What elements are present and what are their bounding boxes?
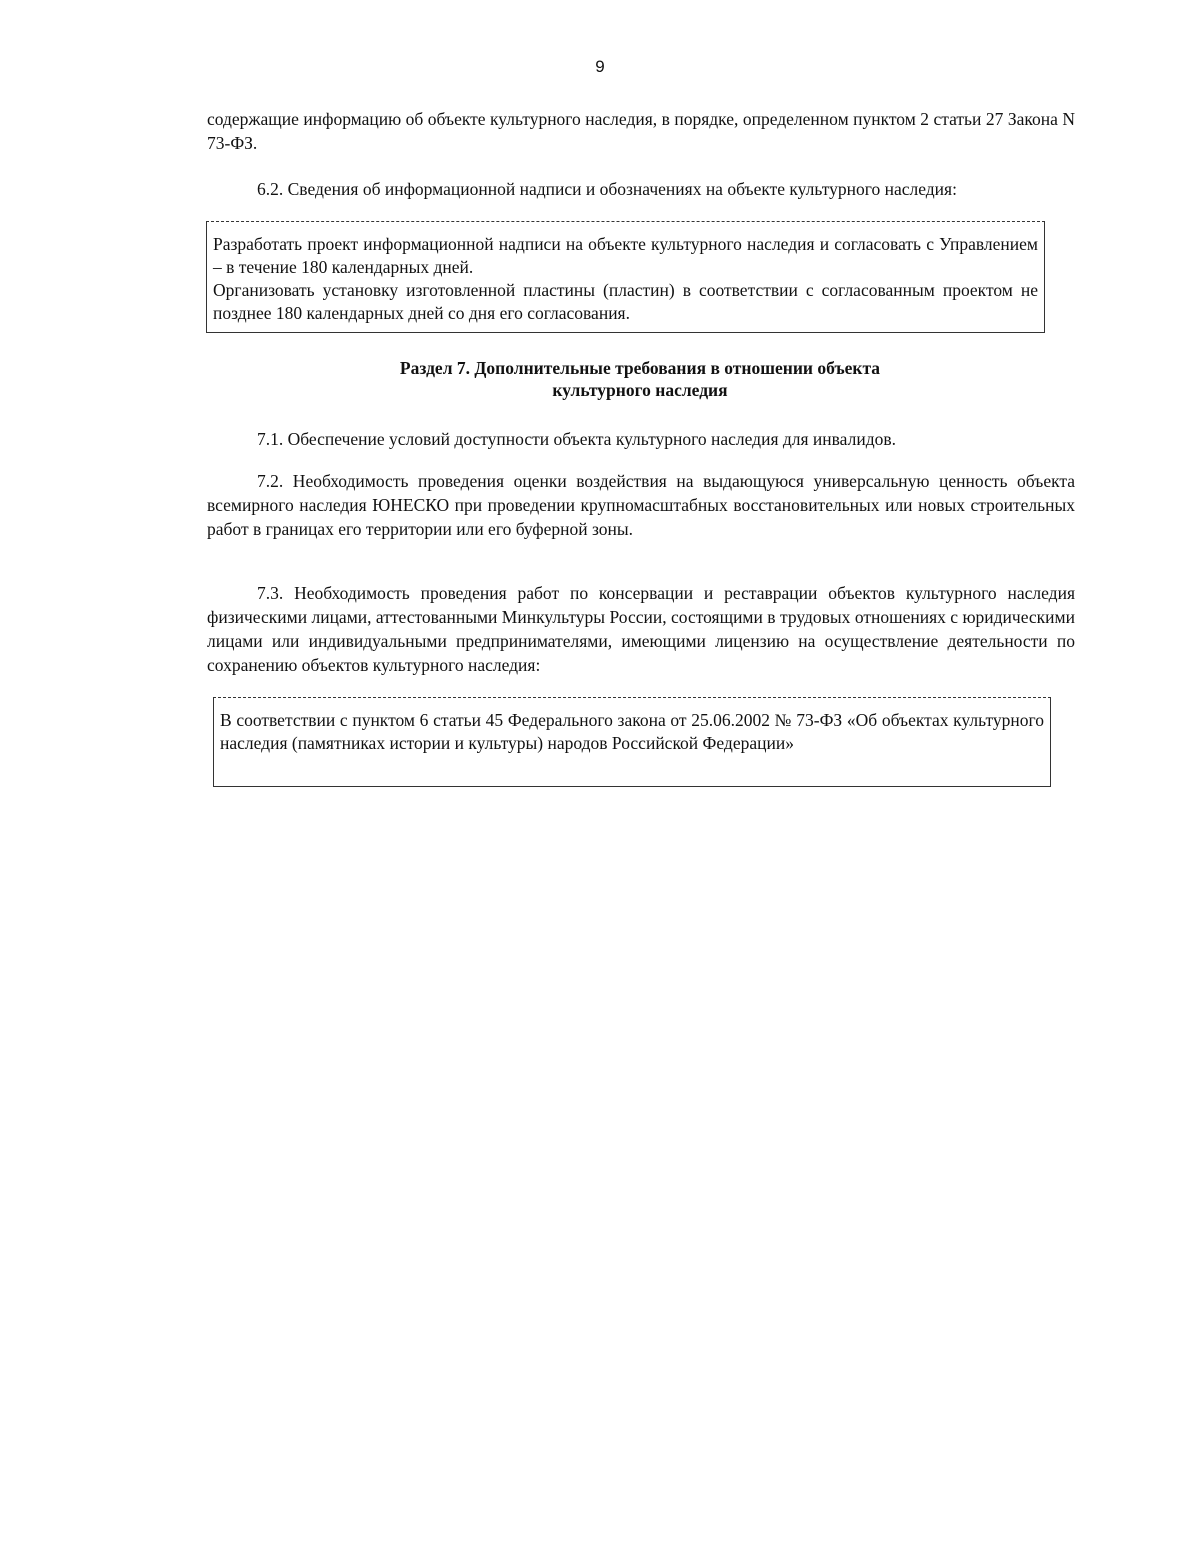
page-number: 9 (595, 57, 605, 76)
box-7-3 (213, 697, 1051, 787)
box-7-3-text: В соответствии с пунктом 6 статьи 45 Федерального закона от 25.06.2002 № 73-ФЗ «Об объектах культурного наследия (памятниках истории и культуры) народов Российской Федерации» (220, 710, 1044, 753)
box-6-2-line1: Разработать проект информационной надписи на объекте культурного наследия и согласовать с Управлением – в течение 180 календарных дней. (213, 234, 1038, 277)
paragraph-7-2: 7.2. Необходимость проведения оценки воздействия на выдающуюся универсальную ценность объекта всемирного наследия ЮНЕСКО при проведении крупномасштабных восстановительных или новых строительных работ в границах его территории или его буферной зоны. (207, 471, 1075, 539)
section-7-title-line2: культурного наследия (552, 380, 728, 400)
paragraph-7-3: 7.3. Необходимость проведения работ по консервации и реставрации объектов культурного наследия физическими лицами, аттестованными Минкультуры России, состоящими в трудовых отношениях с юридическими лицами или индивидуальными предпринимателями, имеющими лицензию на осуществление деятельности по сохранению объектов культурного наследия: (207, 583, 1075, 675)
section-7-title-line1: Раздел 7. Дополнительные требования в отношении объекта (399, 358, 881, 378)
section-7-title (300, 357, 980, 401)
box-6-2-line2: Организовать установку изготовленной пластины (пластин) в соответствии с согласованным проектом не позднее 180 календарных дней со дня его согласования. (213, 280, 1038, 323)
box-6-2 (206, 221, 1045, 333)
paragraph-7-1: 7.1. Обеспечение условий доступности объекта культурного наследия для инвалидов. (257, 429, 896, 449)
intro-paragraph: содержащие информацию об объекте культурного наследия, в порядке, определенном пунктом 2 статьи 27 Закона N 73-ФЗ. (207, 109, 1075, 153)
paragraph-6-2: 6.2. Сведения об информационной надписи и обозначениях на объекте культурного наследия: (257, 179, 957, 199)
